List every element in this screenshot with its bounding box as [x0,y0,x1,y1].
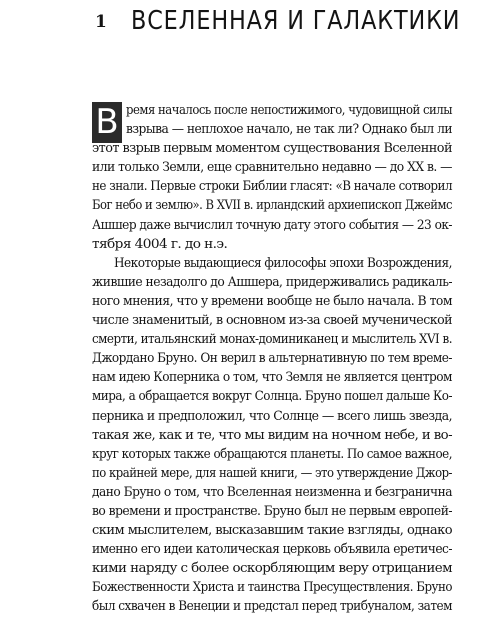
text-line: или только Земли, еще сравнительно недавно — до XX в. — [92,160,452,176]
text-line: Бог небо и землю». В XVII в. ирландский архиепископ Джеймс [92,198,452,214]
text-line: Божественности Христа и таинства Пресуществления. Бруно [92,580,452,596]
text-line: взрыва — неплохое начало, не так ли? Однако был ли [126,122,452,138]
text-line: именно его идеи католическая церковь объявила еретичес- [92,542,452,558]
text-line: нам идею Коперника о том, что Земля не является центром [92,370,452,386]
text-line: ским мыслителем, высказавшим такие взгляды, однако [92,523,452,539]
text-line: смерти, итальянский монах-доминиканец и мыслитель XVI в. [92,332,452,348]
text-line: такая же, как и те, что мы видим на ночном небе, и во- [92,427,453,443]
text-line: перника и предположил, что Солнце — всего лишь звезда, [92,408,452,424]
text-line: дано Бруно о том, что Вселенная неизменна и безгранична [92,484,452,500]
chapter-title: ВСЕЛЕННАЯ И ГАЛАКТИКИ [131,6,461,36]
text-line: числе знаменитый, в основном из-за своей мученической [92,313,452,329]
text-line: по крайней мере, для нашей книги, — это утверждение Джор- [92,465,452,481]
text-line: Ашшер даже вычислил точную дату этого события — 23 ок- [92,217,452,233]
chapter-heading [95,6,495,38]
body-text [92,101,452,617]
text-line: Некоторые выдающиеся философы эпохи Возрождения, [114,255,452,271]
text-line: круг которых также обращаются планеты. По самое важное, [92,446,452,462]
text-line: во времени и пространстве. Бруно был не первым европей- [92,503,452,519]
text-line: кими наряду с более оскорбляющим веру отрицанием [92,561,452,577]
text-line: мира, а обращается вокруг Солнца. Бруно пошел дальше Ко- [92,389,452,405]
drop-cap: В [92,102,122,143]
text-line: был схвачен в Венеции и предстал перед трибуналом, затем [92,599,452,615]
text-line: тября 4004 г. до н.э. [92,236,228,252]
chapter-number: 1 [95,12,107,32]
text-line: ремя началось после непостижимого, чудовищной силы [126,103,452,118]
text-line: ного мнения, что у времени вообще не было начала. В том [92,293,452,309]
text-line: не знали. Первые строки Библии гласят: «В начале сотворил [92,179,452,195]
text-line: Джордано Бруно. Он верил в альтернативную по тем време- [92,351,452,367]
text-line: жившие незадолго до Ашшера, придерживались радикаль- [92,274,452,290]
text-line: этот взрыв первым моментом существования Вселенной [92,141,452,157]
